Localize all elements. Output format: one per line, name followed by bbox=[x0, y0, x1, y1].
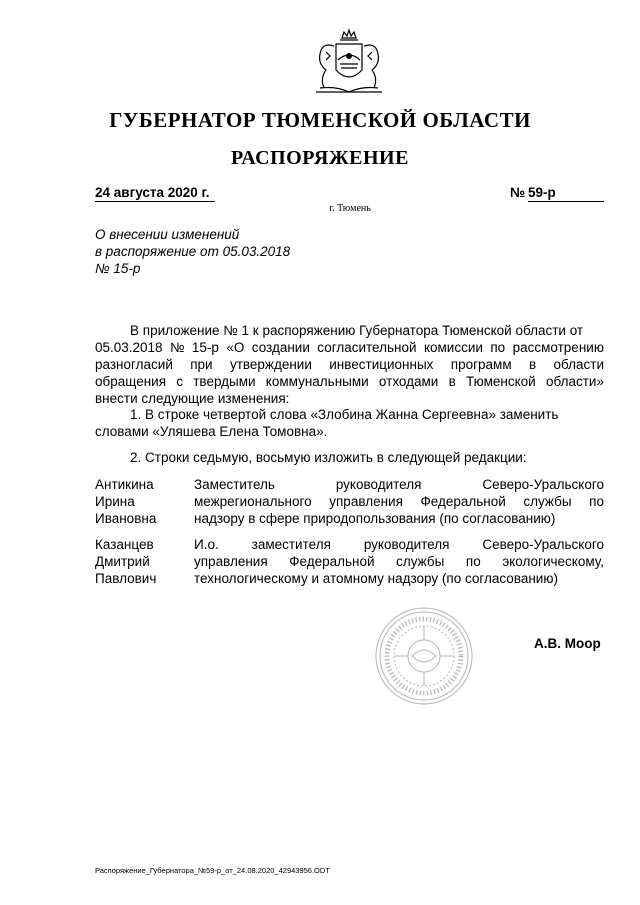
person-role bbox=[194, 476, 604, 527]
official-seal-icon bbox=[374, 606, 474, 706]
person-name bbox=[95, 476, 185, 527]
paragraph-line: словами «Уляшева Елена Томовна». bbox=[95, 424, 328, 439]
document-number-value: 59-р bbox=[528, 185, 556, 200]
subject-line: О внесении изменений bbox=[95, 227, 240, 242]
paragraph-line: 1. В строке четвертой слова «Злобина Жанна Сергеевна» заменить bbox=[130, 407, 559, 422]
document-type-title: РАСПОРЯЖЕНИЕ bbox=[231, 147, 409, 169]
number-sign: № bbox=[510, 185, 526, 200]
paragraph-line: внести следующие изменения: bbox=[95, 391, 290, 406]
role-line: технологическому и атомному надзору (по согласованию) bbox=[194, 571, 558, 586]
paragraph-item-2 bbox=[95, 449, 604, 466]
paragraph-line: 2. Строки седьмую, восьмую изложить в следующей редакции: bbox=[130, 450, 527, 465]
person-name bbox=[95, 536, 185, 587]
subject-line: № 15-р bbox=[95, 261, 141, 276]
paragraph-line: разногласий при утверждении инвестиционных программ в области bbox=[95, 357, 604, 372]
patronymic: Ивановна bbox=[95, 511, 157, 526]
role-line: надзору в сфере природопользования (по согласованию) bbox=[194, 511, 556, 526]
signatory-name: А.В. Моор bbox=[534, 636, 601, 651]
file-name-footer: Распоряжение_Губернатора_№59-р_от_24.08.2020_42943956.ODT bbox=[95, 866, 330, 875]
surname: Казанцев bbox=[95, 537, 154, 552]
subject-line: в распоряжение от 05.03.2018 bbox=[95, 244, 291, 259]
role-line: управления Федеральной службы по экологическому, bbox=[194, 554, 604, 569]
document-number bbox=[528, 185, 604, 202]
paragraph-line: обращения с твердыми коммунальными отходами в Тюменской области» bbox=[95, 374, 604, 389]
document-date: 24 августа 2020 г. bbox=[95, 185, 215, 202]
role-line: И.о. заместителя руководителя Северо-Уральского bbox=[194, 537, 604, 552]
first-name: Дмитрий bbox=[95, 554, 150, 569]
issue-city: г. Тюмень bbox=[329, 203, 371, 214]
paragraph-line: 05.03.2018 № 15-р «О создании согласительной комиссии по рассмотрению bbox=[95, 340, 604, 355]
authority-title: ГУБЕРНАТОР ТЮМЕНСКОЙ ОБЛАСТИ bbox=[109, 108, 531, 132]
surname: Антикина bbox=[95, 477, 154, 492]
first-name: Ирина bbox=[95, 494, 135, 509]
document-subject bbox=[95, 226, 290, 277]
person-role bbox=[194, 536, 604, 587]
role-line: Заместитель руководителя Северо-Уральского bbox=[194, 477, 604, 492]
role-line: межрегионального управления Федеральной службы по bbox=[194, 494, 604, 509]
coat-of-arms-icon bbox=[306, 28, 392, 100]
paragraph-line: В приложение № 1 к распоряжению Губернатора Тюменской области от bbox=[130, 323, 584, 338]
paragraph-item-1 bbox=[95, 406, 604, 440]
paragraph-intro bbox=[95, 322, 604, 407]
patronymic: Павлович bbox=[95, 571, 157, 586]
